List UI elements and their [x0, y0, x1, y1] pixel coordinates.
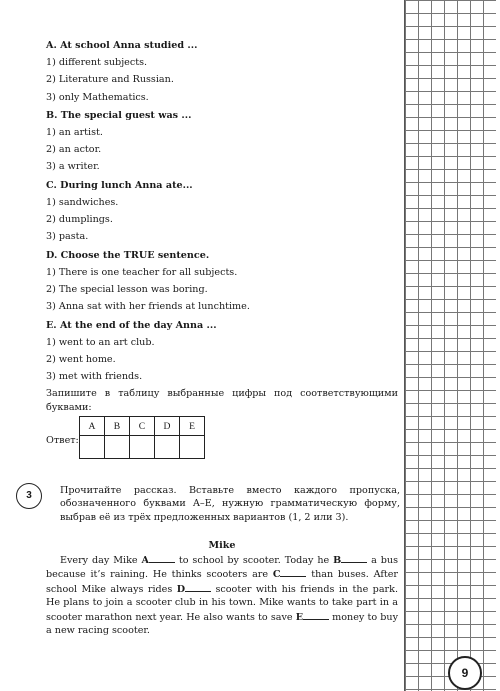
- instruction: Запишите в таблицу выбранные цифры под соответствующими буквами:: [46, 388, 398, 413]
- option: 2) went home.: [46, 353, 116, 365]
- answer-cell-c[interactable]: [130, 436, 155, 459]
- option: 2) dumplings.: [46, 214, 113, 226]
- option: 1) an artist.: [46, 126, 103, 138]
- question-title: C. During lunch Anna ate...: [46, 179, 193, 191]
- story-text-part: money to buy a new racing scooter.: [46, 611, 398, 637]
- answer-table: [79, 416, 205, 459]
- blank-d: [185, 582, 211, 592]
- option: 1) There is one teacher for all subjects.: [46, 266, 238, 278]
- story-text-part: to school by scooter. Today he: [174, 555, 334, 566]
- story-text-part: a bus because it’s raining. He thinks scooters are: [46, 555, 399, 581]
- task-number-badge: 3: [16, 483, 42, 509]
- blank-letter-d: D: [176, 583, 186, 595]
- blank-e: [303, 610, 329, 620]
- question-a: [46, 38, 398, 106]
- blank-b: [341, 553, 367, 563]
- option: 1) sandwiches.: [46, 196, 119, 208]
- question-d: [46, 248, 398, 316]
- answer-cell-e[interactable]: [180, 436, 205, 459]
- blank-letter-b: B: [333, 555, 342, 566]
- blank-a: [149, 553, 175, 563]
- option: 3) pasta.: [46, 231, 89, 243]
- question-title: E. At the end of the day Anna ...: [46, 319, 217, 331]
- task-instruction: Прочитайте рассказ. Вставьте вместо каждого пропуска, обозначенного буквами A–E, нужную грамматическую форму, выбрав её из трёх предложенных вариантов (1, 2 или 3).: [60, 485, 400, 523]
- story-text-part: than buses. After school Mike always rides: [46, 569, 398, 595]
- option: 1) went to an art club.: [46, 336, 155, 348]
- answer-cell-d[interactable]: [155, 436, 180, 459]
- option: 3) only Mathematics.: [46, 91, 149, 103]
- blank-c: [280, 567, 306, 577]
- answer-cell-b[interactable]: [105, 436, 130, 459]
- option: 3) Anna sat with her friends at lunchtime.: [46, 301, 250, 313]
- blank-letter-a: A: [141, 555, 149, 566]
- answer-header-b: B: [105, 417, 130, 436]
- answer-cell-a[interactable]: [80, 436, 105, 459]
- option: 2) The special lesson was boring.: [46, 283, 208, 295]
- option: 2) an actor.: [46, 144, 102, 156]
- questions-area: [46, 38, 398, 464]
- question-title: D. Choose the TRUE sentence.: [46, 249, 210, 261]
- option: 2) Literature and Russian.: [46, 74, 174, 86]
- option: 1) different subjects.: [46, 57, 148, 68]
- blank-letter-c: C: [272, 569, 281, 581]
- answer-header-d: D: [155, 417, 180, 436]
- option: 3) met with friends.: [46, 371, 143, 383]
- question-e: [46, 318, 398, 386]
- answer-header-c: C: [130, 417, 155, 436]
- answer-label: Ответ:: [46, 435, 79, 447]
- blank-letter-e: E: [295, 611, 304, 623]
- answer-header-e: E: [180, 417, 205, 436]
- story-text-part: scooter with his friends in the park. He plans to join a scooter club in his town. Mike wants to take part in a scooter marathon next year. He also wants to save: [46, 583, 398, 623]
- question-b: [46, 108, 398, 176]
- story-text: [46, 553, 398, 637]
- story-text-part: Every day Mike: [60, 555, 142, 566]
- story-title: Mike: [208, 540, 236, 551]
- option: 3) a writer.: [46, 161, 100, 173]
- answer-section: [46, 416, 398, 464]
- answer-header-a: A: [80, 417, 105, 436]
- page-number: 9: [448, 656, 482, 690]
- question-title: A. At school Anna studied ...: [46, 40, 198, 51]
- question-c: [46, 178, 398, 246]
- question-title: B. The special guest was ...: [46, 109, 192, 121]
- margin-grid: [404, 0, 496, 691]
